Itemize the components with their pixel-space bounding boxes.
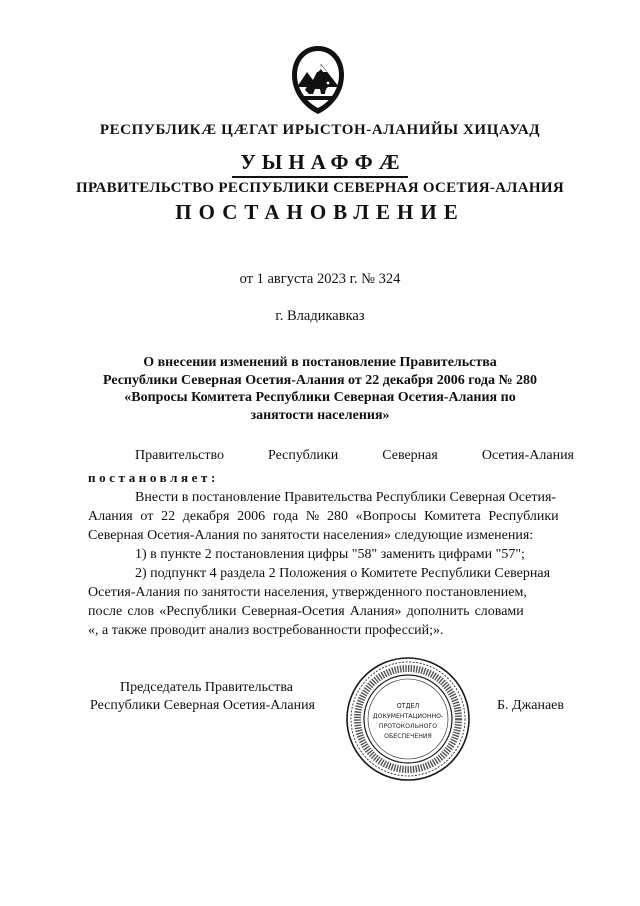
body-line: Алания от 22 декабря 2006 года № 280 «Вопросы Комитета Республики xyxy=(88,509,559,524)
seal-line: ДОКУМЕНТАЦИОННО- xyxy=(372,713,444,720)
coat-of-arms-icon xyxy=(285,42,351,118)
subject-line: «Вопросы Комитета Республики Северная Осетия-Алания по xyxy=(124,390,516,405)
signatory-position-line2: Республики Северная Осетия-Алания xyxy=(90,698,315,713)
government-heading: ПРАВИТЕЛЬСТВО РЕСПУБЛИКИ СЕВЕРНАЯ ОСЕТИЯ-АЛАНИЯ xyxy=(76,180,564,196)
doc-type-heading: ПОСТАНОВЛЕНИЕ xyxy=(175,200,465,224)
body-line: Северная Осетия-Алания по занятости населения» следующие изменения: xyxy=(88,528,534,543)
body-line: после слов «Республики Северная-Осетия Алания» дополнить словами xyxy=(88,604,524,619)
body-line: «, а также проводит анализ востребованности профессий;». xyxy=(88,623,444,638)
subject-line: Республики Северная Осетия-Алания от 22 декабря 2006 года № 280 xyxy=(102,372,538,388)
signatory-position: Председатель Правительства xyxy=(120,680,293,695)
official-seal xyxy=(345,656,471,782)
seal-line: ПРОТОКОЛЬНОГО xyxy=(378,723,438,730)
date-line: от 1 августа 2023 г. № 324 xyxy=(239,271,401,287)
ossetian-doc-type-heading xyxy=(0,150,640,178)
body-line: 1) в пункте 2 постановления цифры "58" заменить цифрами "57"; xyxy=(135,547,525,562)
preamble-word: Республики xyxy=(267,448,339,463)
signatory-name: Б. Джанаев xyxy=(497,698,565,713)
body-line: Осетия-Алания по занятости населения, утвержденного постановлением, xyxy=(88,585,527,600)
decree-word: постановляет: xyxy=(88,470,219,485)
preamble-word: Правительство xyxy=(135,448,224,463)
preamble-word: Осетия-Алания xyxy=(481,448,574,463)
preamble-line xyxy=(88,448,574,464)
seal-line: ОТДЕЛ xyxy=(396,702,420,710)
body-line: 2) подпункт 4 раздела 2 Положения о Комитете Республики Северная xyxy=(135,566,551,581)
subject-line: О внесении изменений в постановление Правительства xyxy=(143,355,497,370)
ossetian-republic-heading: РЕСПУБЛИКÆ ЦÆГАТ ИРЫСТОН-АЛАНИЙЫ ХИЦАУАД xyxy=(99,122,541,138)
body-line: Внести в постановление Правительства Республики Северная Осетия- xyxy=(135,490,557,505)
seal-line: ОБЕСПЕЧЕНИЯ xyxy=(384,733,432,740)
city-line: г. Владикавказ xyxy=(275,308,365,324)
document-subject xyxy=(0,354,640,424)
subject-line: занятости населения» xyxy=(250,407,390,423)
ossetian-doc-type-text: УЫНАФФÆ xyxy=(232,150,407,178)
preamble-word: Северная xyxy=(382,448,438,463)
